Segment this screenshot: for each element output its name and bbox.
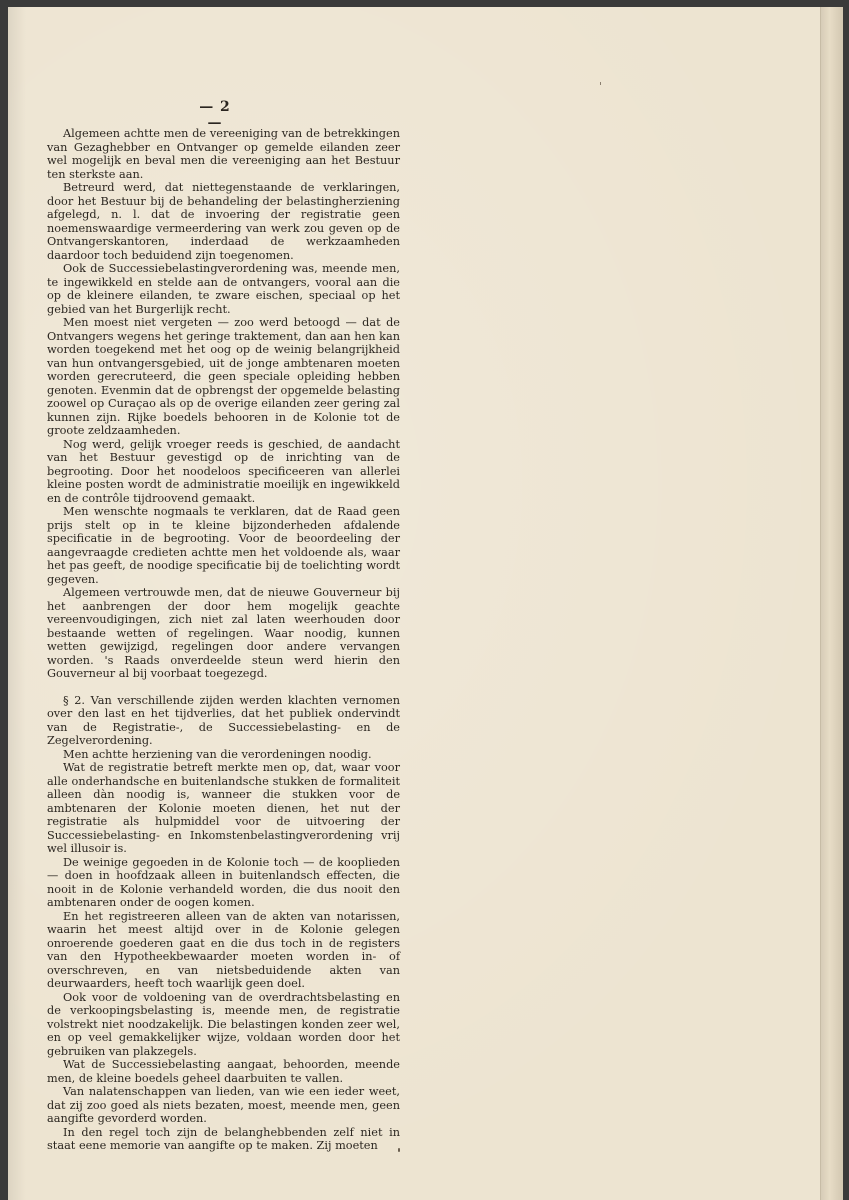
- paper-mark: [600, 82, 601, 85]
- ink-speck: [398, 1148, 400, 1152]
- paragraph: De weinige gegoeden in de Kolonie toch — de kooplieden — doen in hoofdzaak alleen in buitenlandsch effecten, die nooit in de Kolonie verhandeld worden, die dus nooit den ambtenaren onder de oogen komen.: [47, 855, 400, 909]
- paragraph: Men achtte herziening van die verordeningen noodig.: [63, 747, 372, 761]
- paragraph: Wat de registratie betreft merkte men op, dat, waar voor alle onderhandsche en buitenlandsche stukken de formaliteit alleen dàn noodig is, wanneer die stukken voor de ambtenaren der Kolonie moeten dienen, het nut der registratie als hulpmiddel voor de uitvoering der Successiebelasting- en Inkomstenbelastingverordening vrij wel illusoir is.: [47, 761, 400, 855]
- paragraph: Algemeen achtte men de vereeniging van de betrekkingen van Gezaghebber en Ontvanger op gemelde eilanden zeer wel mogelijk en beval men die vereeniging aan het Bestuur ten sterkste aan.: [47, 127, 400, 181]
- body-text: [47, 127, 400, 1153]
- paragraph: Men wenschte nogmaals te verklaren, dat de Raad geen prijs stelt op in te kleine bijzonderheden afdalende specificatie in de begrooting. Voor de beoordeeling der aangevraagde credieten achtte men het voldoende als, waar het pas geeft, de noodige specificatie bij de toelichting wordt gegeven.: [47, 505, 400, 586]
- section-paragraph: § 2. Van verschillende zijden werden klachten vernomen over den last en het tijdverlies, dat het publiek ondervindt van de Registratie-, de Successiebelasting- en de Zegelverordening.: [47, 693, 400, 747]
- page-number: — 2 —: [199, 99, 231, 131]
- paragraph: Ook de Successiebelastingverordening was, meende men, te ingewikkeld en stelde aan de ontvangers, vooral aan die op de kleinere eilanden, te zware eischen, speciaal op het gebied van het Burgerlijk recht.: [47, 262, 400, 316]
- paragraph: Betreurd werd, dat niettegenstaande de verklaringen, door het Bestuur bij de behandeling der belastingherziening afgelegd, n. l. dat de invoering der registratie geen noemenswaardige vermeerdering van werk zou geven op de Ontvangerskantoren, inderdaad de werkzaamheden daardoor toch beduidend zijn toegenomen.: [47, 181, 400, 262]
- paragraph: En het registreeren alleen van de akten van notarissen, waarin het meest altijd over in de Kolonie gelegen onroerende goederen gaat en die dus toch in de registers van den Hypotheekbewaarder moeten worden in- of overschreven, en van nietsbeduidende akten van deurwaarders, heeft toch waarlijk geen doel.: [47, 909, 400, 990]
- paragraph: In den regel toch zijn de belanghebbenden zelf niet in staat eene memorie van aangifte op te maken. Zij moeten: [47, 1125, 400, 1152]
- paragraph: Nog werd, gelijk vroeger reeds is geschied, de aandacht van het Bestuur gevestigd op de inrichting van de begrooting. Door het noodeloos specificeeren van allerlei kleine posten wordt de administratie moeilijk en ingewikkeld en de contrôle tijdroovend gemaakt.: [47, 437, 400, 505]
- paragraph: Ook voor de voldoening van de overdrachtsbelasting en de verkoopingsbelasting is, meende men, de registratie volstrekt niet noodzakelijk. Die belastingen konden zeer wel, en op veel gemakkelijker wijze, voldaan worden door het gebruiken van plakzegels.: [47, 990, 400, 1058]
- paragraph: Men moest niet vergeten — zoo werd betoogd — dat de Ontvangers wegens het geringe traktement, dan aan hen kan worden toegekend met het oog op de weinig belangrijkheid van hun ontvangersgebied, uit de jonge ambtenaren moeten worden gerecruteerd, die geen speciale opleiding hebben genoten. Evenmin dat de opbrengst der opgemelde belasting zoowel op Curaçao als op de overige eilanden zeer gering zal kunnen zijn. Rijke boedels behooren in de Kolonie tot de groote zeldzaamheden.: [47, 316, 400, 437]
- paragraph: Van nalatenschappen van lieden, van wie een ieder weet, dat zij zoo goed als niets bezaten, moest, meende men, geen aangifte gevorderd worden.: [47, 1085, 400, 1125]
- page-edge-shadow: [820, 7, 843, 1200]
- paragraph: Algemeen vertrouwde men, dat de nieuwe Gouverneur bij het aanbrengen der door hem mogelijk geachte vereenvoudigingen, zich niet zal laten weerhouden door bestaande wetten of regelingen. Waar noodig, kunnen wetten gewijzigd, regelingen door andere vervangen worden. 's Raads onverdeelde steun werd hierin den Gouverneur al bij voorbaat toegezegd.: [47, 586, 400, 680]
- paragraph: Wat de Successiebelasting aangaat, behoorden, meende men, de kleine boedels geheel daarbuiten te vallen.: [47, 1058, 400, 1085]
